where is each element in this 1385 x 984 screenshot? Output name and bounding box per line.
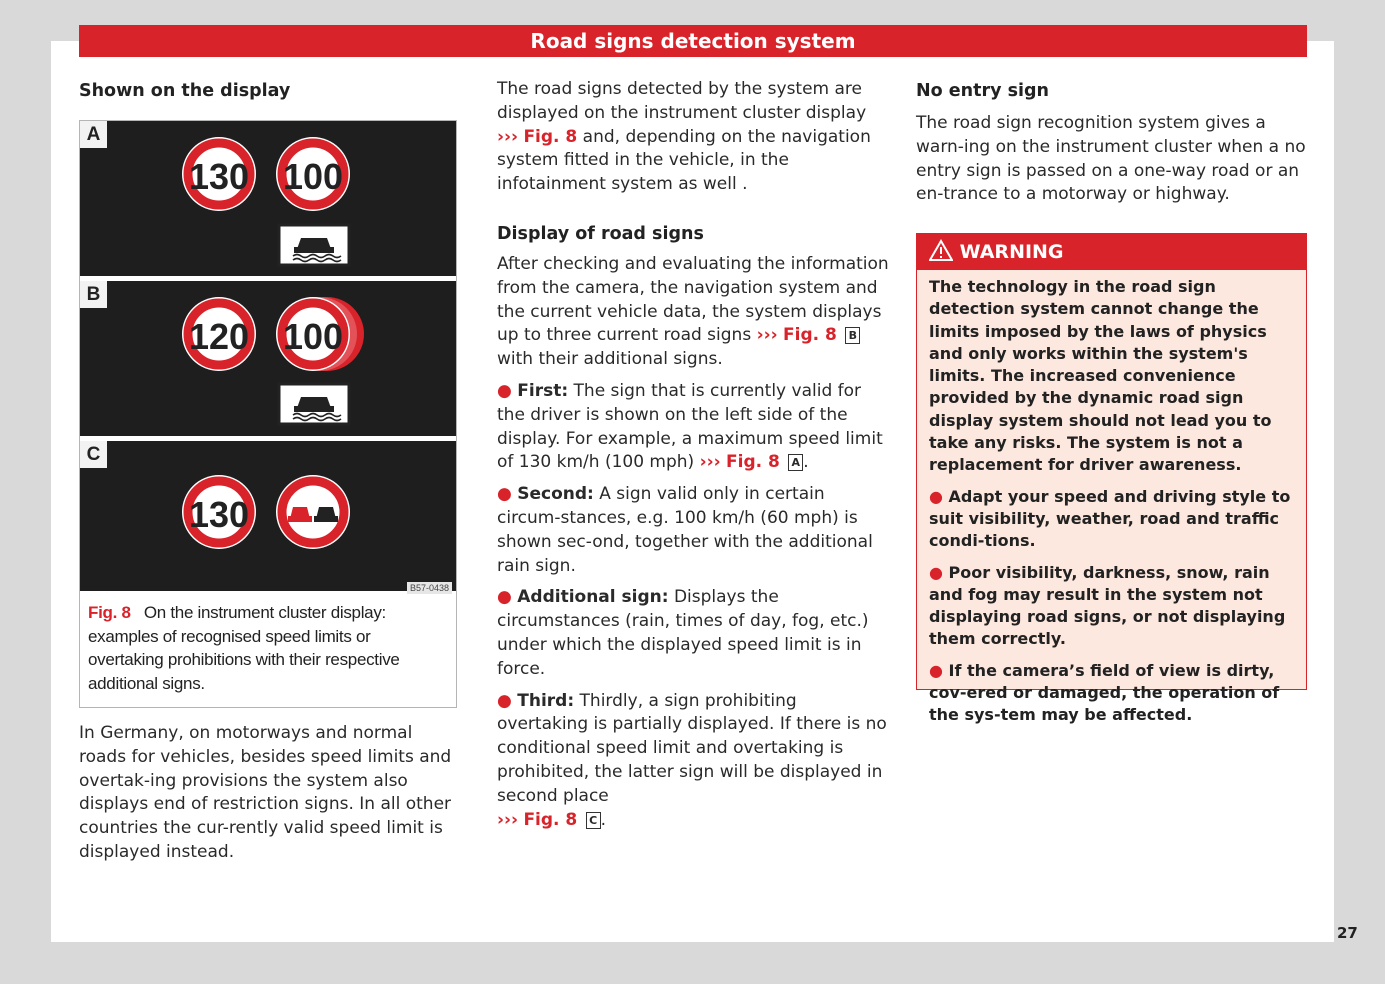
no-entry-paragraph: The road sign recognition system gives a warn-ing on the instrument cluster when a no entry sign is passed on a one-way road or an en-trance to a motorway or highway. bbox=[916, 113, 1306, 205]
additional-text: Displays the circumstances (rain, times of day, fog, etc.) under which the displayed speed limit is in force. bbox=[497, 587, 869, 679]
display-text-2: with their additional signs. bbox=[497, 349, 723, 370]
link-arrows: ››› bbox=[699, 452, 721, 473]
section-heading-display-of-road-signs: Display of road signs bbox=[497, 223, 704, 244]
figure-8 bbox=[79, 120, 457, 708]
speed-limit-sign-100-stacked bbox=[276, 297, 364, 371]
svg-text:120: 120 bbox=[188, 316, 250, 357]
first-text: The sign that is currently valid for the driver is shown on the left side of the display. For example, a maximum speed limit of 130 km/h (100 mph) bbox=[497, 380, 883, 473]
warning-item-text: If the camera’s field of view is dirty, cov-ered or damaged, the operation of the sys-tem may be affected. bbox=[929, 660, 1280, 725]
svg-text:130: 130 bbox=[188, 494, 250, 535]
column-left-lower bbox=[79, 722, 455, 865]
page-title-banner: Road signs detection system bbox=[79, 25, 1307, 57]
link-arrows: ››› bbox=[497, 809, 519, 830]
fig-8-link[interactable]: Fig. 8 bbox=[783, 325, 837, 346]
display-paragraph bbox=[497, 253, 892, 372]
warning-triangle-icon bbox=[929, 239, 953, 261]
intro-text-1: The road signs detected by the system are displayed on the instrument cluster display bbox=[497, 79, 867, 123]
warning-item-text: Adapt your speed and driving style to suit visibility, weather, road and traffic condi-tions. bbox=[929, 486, 1291, 551]
warning-body bbox=[917, 270, 1306, 727]
figure-8-illustration bbox=[80, 121, 456, 591]
figure-caption-label: Fig. 8 bbox=[88, 603, 131, 622]
link-arrows: ››› bbox=[756, 325, 778, 346]
warning-item bbox=[929, 660, 1294, 727]
figure-label-c: C bbox=[586, 812, 601, 829]
third-label: Third: bbox=[517, 690, 575, 711]
speed-limit-sign-130 bbox=[182, 475, 256, 549]
no-overtaking-sign-icon bbox=[276, 475, 350, 549]
figure-caption bbox=[88, 601, 448, 695]
list-item-additional bbox=[497, 586, 892, 681]
third-text: Thirdly, a sign prohibiting overtaking is partially displayed. If there is no conditional speed limit and overtaking is prohibited, the latter sign will be displayed in second place bbox=[497, 690, 887, 806]
warning-title: WARNING bbox=[959, 241, 1064, 263]
intro-paragraph bbox=[497, 78, 892, 197]
figure-caption-text: On the instrument cluster display: examples of recognised speed limits or overtaking prohibitions with their respective additional signs. bbox=[88, 603, 400, 693]
intro-text-2: and, depending on the navigation system fitted in the vehicle, in the infotainment system as well . bbox=[497, 126, 871, 195]
wet-road-sign-icon bbox=[279, 225, 349, 265]
first-label: First: bbox=[517, 380, 569, 401]
bullet-icon: ● bbox=[497, 690, 512, 711]
section-heading-shown-on-display: Shown on the display bbox=[79, 81, 291, 101]
svg-text:130: 130 bbox=[188, 156, 250, 197]
panel-c-background bbox=[80, 441, 456, 591]
warning-box bbox=[916, 233, 1307, 725]
warning-item bbox=[929, 486, 1294, 553]
panel-b-background bbox=[80, 281, 456, 436]
bullet-icon: ● bbox=[497, 484, 512, 505]
figure-label-a: A bbox=[788, 454, 803, 471]
wet-road-sign-icon bbox=[279, 384, 349, 424]
figure-label-b: B bbox=[845, 327, 860, 344]
bullet-icon: ● bbox=[497, 587, 512, 608]
bullet-icon: ● bbox=[497, 380, 512, 401]
bullet-icon: ● bbox=[929, 660, 943, 680]
link-arrows: ››› bbox=[497, 126, 519, 147]
speed-limit-sign-130 bbox=[182, 137, 256, 211]
warning-item bbox=[929, 562, 1294, 651]
display-text-1: After checking and evaluating the information from the camera, the navigation system and the current vehicle data, the system displays up to three current road signs bbox=[497, 253, 889, 346]
panel-label-b: B bbox=[80, 281, 107, 308]
fig-8-link[interactable]: Fig. 8 bbox=[523, 126, 578, 147]
list-item-first: ● First: The sign that is currently valid for the driver is shown on the left side of the display. For example, a maximum speed limit of 130 km/h (100 mph) ››› Fig. 8 A . bbox=[497, 380, 883, 473]
speed-limit-sign-120 bbox=[182, 297, 256, 371]
bullet-icon: ● bbox=[929, 486, 943, 506]
section-heading-no-entry-sign: No entry sign bbox=[916, 81, 1049, 101]
figure-reference-code: B57-0438 bbox=[407, 582, 452, 594]
bullet-icon: ● bbox=[929, 562, 943, 582]
column-left bbox=[79, 78, 455, 104]
panel-label-a: A bbox=[80, 121, 107, 148]
second-label: Second: bbox=[517, 484, 594, 505]
fig-8-link[interactable]: Fig. 8 bbox=[726, 452, 780, 473]
panel-label-c: C bbox=[80, 441, 107, 468]
column-middle bbox=[497, 78, 892, 832]
warning-item-text: Poor visibility, darkness, snow, rain and fog may result in the system not displaying road signs, or not displaying them correctly. bbox=[929, 562, 1286, 649]
fig-8-link[interactable]: Fig. 8 bbox=[523, 809, 578, 830]
list-item-second bbox=[497, 483, 892, 578]
page-number: 27 bbox=[1337, 924, 1358, 942]
column-right bbox=[916, 78, 1308, 207]
panel-a-background bbox=[80, 121, 456, 276]
second-text: A sign valid only in certain circum-stances, e.g. 100 km/h (60 mph) is shown sec-ond, together with the additional rain sign. bbox=[497, 484, 873, 576]
warning-intro: The technology in the road sign detection system cannot change the limits imposed by the laws of physics and only works within the system's limits. The increased convenience provided by the dynamic road sign display system should not lead you to take any risks. The system is not a replacement for driver awareness. bbox=[929, 277, 1272, 475]
svg-text:100: 100 bbox=[282, 316, 344, 357]
additional-label: Additional sign: bbox=[517, 587, 669, 608]
list-item-third: ● Third: Thirdly, a sign prohibiting overtaking is partially displayed. If there is no conditional speed limit and overtaking is prohibited, the latter sign will be displayed in second place ››› Fig. 8 C . bbox=[497, 690, 887, 830]
warning-header bbox=[917, 234, 1306, 270]
speed-limit-sign-100 bbox=[276, 137, 350, 211]
germany-paragraph: In Germany, on motorways and normal roads for vehicles, besides speed limits and overtak-ing provisions the system also displays end of restriction signs. In all other countries the cur-rently valid speed limit is displayed instead. bbox=[79, 723, 452, 862]
svg-text:100: 100 bbox=[282, 156, 344, 197]
